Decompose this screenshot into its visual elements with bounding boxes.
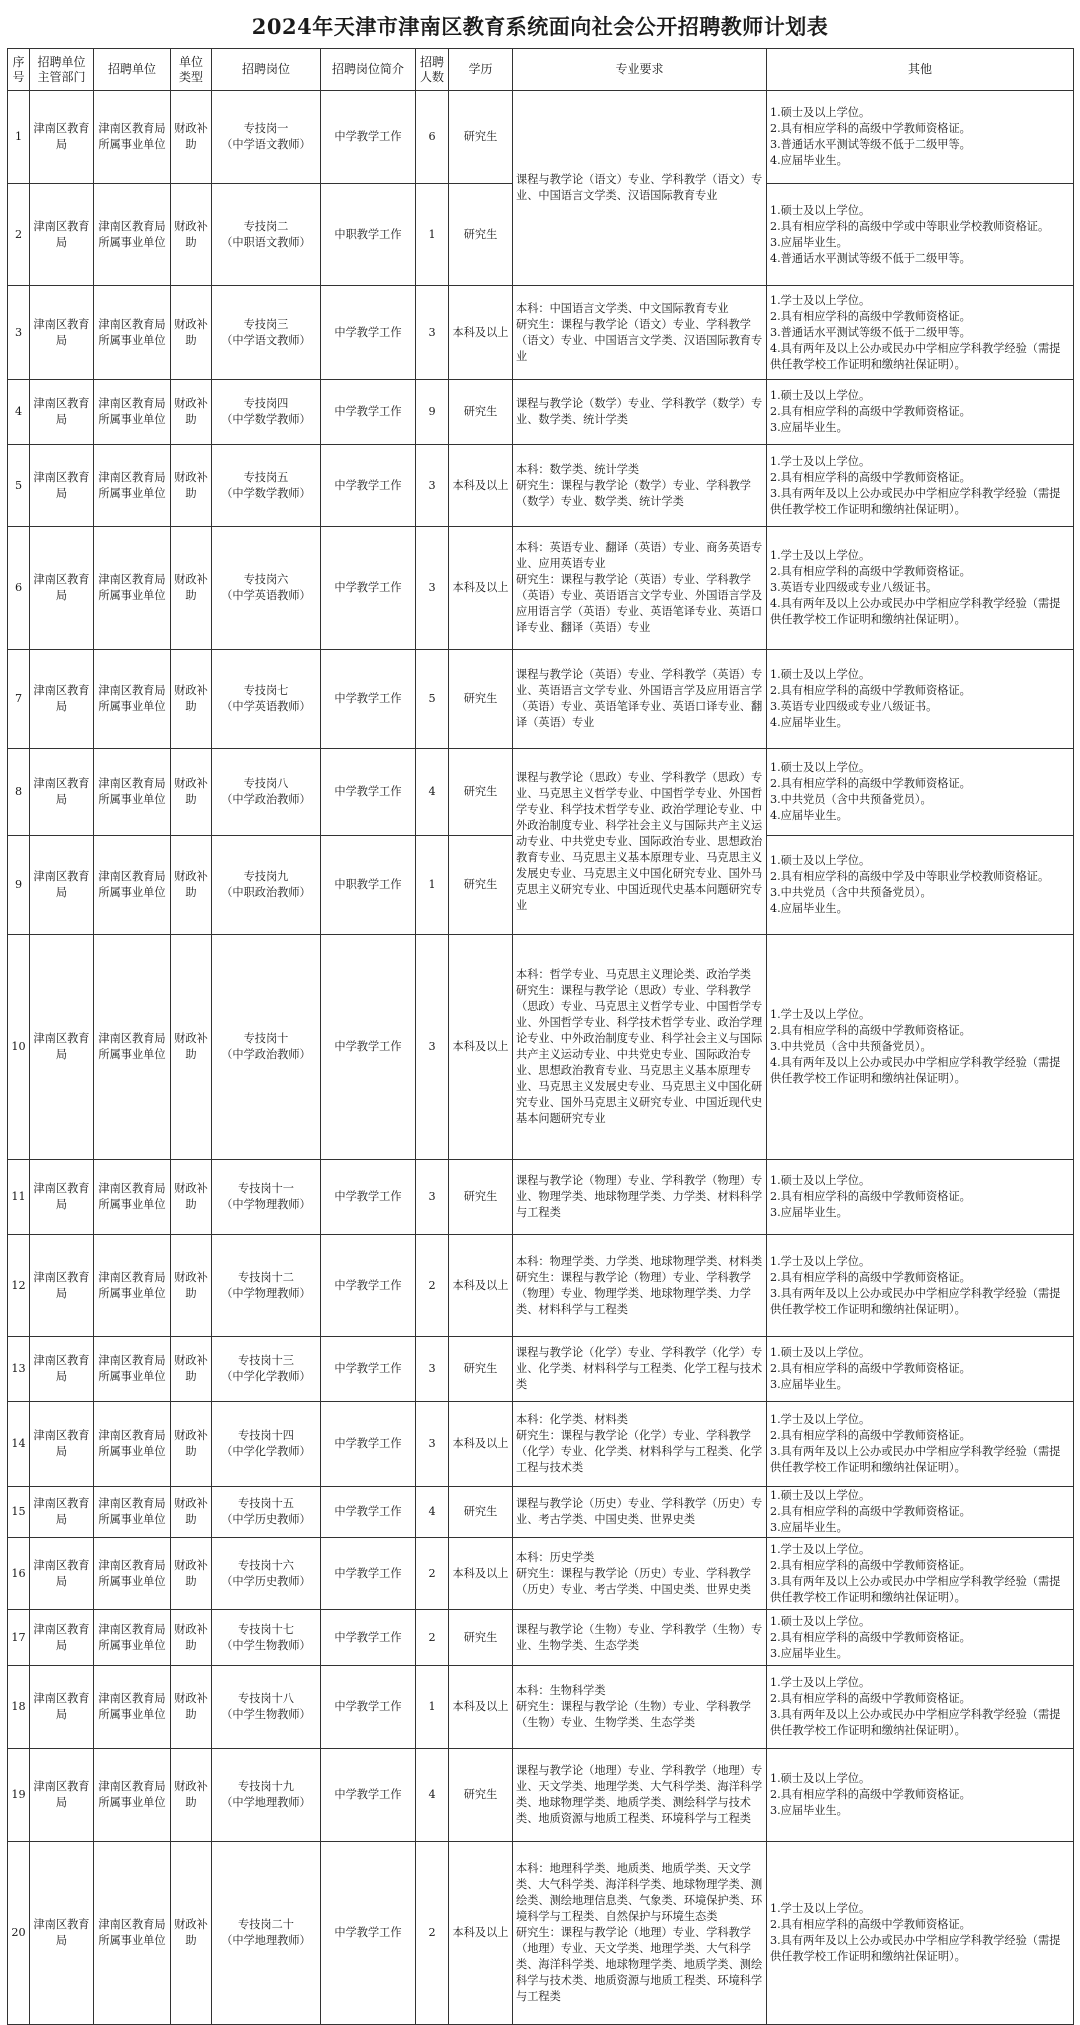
cell-no: 8 xyxy=(8,749,30,836)
cell-type: 财政补助 xyxy=(171,935,212,1160)
table-row xyxy=(8,1666,1074,1749)
cell-intro: 中学教学工作 xyxy=(321,380,416,445)
cell-edu: 本科及以上 xyxy=(449,1402,513,1487)
table-row xyxy=(8,650,1074,749)
cell-edu: 本科及以上 xyxy=(449,445,513,527)
cell-intro: 中学教学工作 xyxy=(321,1235,416,1337)
cell-req: 课程与教学论（思政）专业、学科教学（思政）专业、马克思主义哲学专业、中国哲学专业、外国哲学专业、科学技术哲学专业、政治学理论专业、中外政治制度专业、科学社会主义与国际共产主义运动专业、中共党史专业、国际政治专业、思想政治教育专业、马克思主义基本原理专业、马克思主义发展史专业、马克思主义中国化研究专业、国外马克思主义研究专业、中国近现代史基本问题研究专业 xyxy=(513,749,767,935)
cell-count: 3 xyxy=(416,527,449,650)
cell-no: 16 xyxy=(8,1538,30,1610)
cell-other: 1.学士及以上学位。 2.具有相应学科的高级中学教师资格证。 3.普通话水平测试等级不低于二级甲等。 4.具有两年及以上公办或民办中学相应学科教学经验（需提供任教学校工作证明和缴纳社保证明）。 xyxy=(767,286,1074,380)
cell-edu: 本科及以上 xyxy=(449,527,513,650)
cell-edu: 研究生 xyxy=(449,749,513,836)
cell-edu: 本科及以上 xyxy=(449,1538,513,1610)
cell-unit: 津南区教育局所属事业单位 xyxy=(94,650,171,749)
cell-dept: 津南区教育局 xyxy=(30,1842,94,2025)
cell-intro: 中学教学工作 xyxy=(321,1402,416,1487)
cell-no: 15 xyxy=(8,1487,30,1538)
cell-edu: 研究生 xyxy=(449,1160,513,1235)
cell-req: 本科：地理科学类、地质类、地质学类、天文学类、大气科学类、海洋科学类、地球物理学类、测绘类、测绘地理信息类、气象类、环境保护类、环境科学与工程类、自然保护与环境生态类 研究生：课程与教学论（地理）专业、学科教学（地理）专业、天文学类、地理学类、大气科学类、海洋科学类、地球物理学类、地质学类、测绘科学与技术类、地质资源与地质工程类、环境科学与工程类 xyxy=(513,1842,767,2025)
cell-req: 课程与教学论（地理）专业、学科教学（地理）专业、天文学类、地理学类、大气科学类、海洋科学类、地球物理学类、地质学类、测绘科学与技术类、地质资源与地质工程类、环境科学与工程类 xyxy=(513,1749,767,1842)
cell-other: 1.学士及以上学位。 2.具有相应学科的高级中学教师资格证。 3.具有两年及以上公办或民办中学相应学科教学经验（需提供任教学校工作证明和缴纳社保证明）。 xyxy=(767,1666,1074,1749)
cell-type: 财政补助 xyxy=(171,1842,212,2025)
cell-post: 专技岗六 （中学英语教师） xyxy=(212,527,321,650)
cell-no: 10 xyxy=(8,935,30,1160)
cell-req: 本科：英语专业、翻译（英语）专业、商务英语专业、应用英语专业 研究生：课程与教学论（英语）专业、学科教学（英语）专业、英语语言文学专业、外国语言学及应用语言学（英语）专业、英语笔译专业、英语口译专业、翻译（英语）专业 xyxy=(513,527,767,650)
header-other: 其他 xyxy=(767,49,1074,91)
cell-type: 财政补助 xyxy=(171,1235,212,1337)
cell-count: 2 xyxy=(416,1235,449,1337)
cell-dept: 津南区教育局 xyxy=(30,286,94,380)
cell-intro: 中学教学工作 xyxy=(321,1749,416,1842)
table-row xyxy=(8,1749,1074,1842)
cell-post: 专技岗十九 （中学地理教师） xyxy=(212,1749,321,1842)
cell-req: 本科：中国语言文学类、中文国际教育专业 研究生：课程与教学论（语文）专业、学科教学（语文）专业、中国语言文学类、汉语国际教育专业 xyxy=(513,286,767,380)
cell-count: 6 xyxy=(416,91,449,184)
cell-count: 9 xyxy=(416,380,449,445)
cell-other: 1.硕士及以上学位。 2.具有相应学科的高级中学教师资格证。 3.应届毕业生。 xyxy=(767,380,1074,445)
cell-req: 本科：生物科学类 研究生：课程与教学论（生物）专业、学科教学（生物）专业、生物学类、生态学类 xyxy=(513,1666,767,1749)
table-row xyxy=(8,380,1074,445)
cell-edu: 本科及以上 xyxy=(449,1666,513,1749)
cell-other: 1.硕士及以上学位。 2.具有相应学科的高级中学及中等职业学校教师资格证。 3.中共党员（含中共预备党员）。 4.应届毕业生。 xyxy=(767,836,1074,935)
cell-post: 专技岗二十 （中学地理教师） xyxy=(212,1842,321,2025)
cell-type: 财政补助 xyxy=(171,1666,212,1749)
cell-post: 专技岗十 （中学政治教师） xyxy=(212,935,321,1160)
cell-post: 专技岗四 （中学数学教师） xyxy=(212,380,321,445)
cell-other: 1.学士及以上学位。 2.具有相应学科的高级中学教师资格证。 3.具有两年及以上公办或民办中学相应学科教学经验（需提供任教学校工作证明和缴纳社保证明）。 xyxy=(767,1538,1074,1610)
cell-dept: 津南区教育局 xyxy=(30,1337,94,1402)
cell-unit: 津南区教育局所属事业单位 xyxy=(94,380,171,445)
cell-req: 本科：物理学类、力学类、地球物理学类、材料类 研究生：课程与教学论（物理）专业、学科教学（物理）专业、物理学类、地球物理学类、力学类、材料科学与工程类 xyxy=(513,1235,767,1337)
cell-no: 7 xyxy=(8,650,30,749)
cell-count: 3 xyxy=(416,445,449,527)
cell-unit: 津南区教育局所属事业单位 xyxy=(94,1842,171,2025)
cell-req: 课程与教学论（语文）专业、学科教学（语文）专业、中国语言文学类、汉语国际教育专业 xyxy=(513,91,767,286)
cell-type: 财政补助 xyxy=(171,836,212,935)
cell-other: 1.学士及以上学位。 2.具有相应学科的高级中学教师资格证。 3.具有两年及以上公办或民办中学相应学科教学经验（需提供任教学校工作证明和缴纳社保证明）。 xyxy=(767,445,1074,527)
cell-other: 1.学士及以上学位。 2.具有相应学科的高级中学教师资格证。 3.具有两年及以上公办或民办中学相应学科教学经验（需提供任教学校工作证明和缴纳社保证明）。 xyxy=(767,1235,1074,1337)
table-row xyxy=(8,527,1074,650)
cell-req: 本科：数学类、统计学类 研究生：课程与教学论（数学）专业、学科教学（数学）专业、数学类、统计学类 xyxy=(513,445,767,527)
cell-post: 专技岗三 （中学语文教师） xyxy=(212,286,321,380)
cell-count: 1 xyxy=(416,184,449,286)
table-row xyxy=(8,91,1074,184)
header-no: 序号 xyxy=(8,49,30,91)
cell-edu: 研究生 xyxy=(449,1610,513,1666)
cell-no: 12 xyxy=(8,1235,30,1337)
cell-intro: 中学教学工作 xyxy=(321,527,416,650)
cell-type: 财政补助 xyxy=(171,445,212,527)
cell-req: 本科：历史学类 研究生：课程与教学论（历史）专业、学科教学（历史）专业、考古学类、中国史类、世界史类 xyxy=(513,1538,767,1610)
cell-edu: 本科及以上 xyxy=(449,1842,513,2025)
cell-other: 1.学士及以上学位。 2.具有相应学科的高级中学教师资格证。 3.英语专业四级或专业八级证书。 4.具有两年及以上公办或民办中学相应学科教学经验（需提供任教学校工作证明和缴纳社保证明）。 xyxy=(767,527,1074,650)
cell-req: 本科：化学类、材料类 研究生：课程与教学论（化学）专业、学科教学（化学）专业、化学类、材料科学与工程类、化学工程与技术类 xyxy=(513,1402,767,1487)
cell-other: 1.硕士及以上学位。 2.具有相应学科的高级中学教师资格证。 3.应届毕业生。 xyxy=(767,1749,1074,1842)
cell-other: 1.学士及以上学位。 2.具有相应学科的高级中学教师资格证。 3.具有两年及以上公办或民办中学相应学科教学经验（需提供任教学校工作证明和缴纳社保证明）。 xyxy=(767,1842,1074,2025)
cell-no: 5 xyxy=(8,445,30,527)
cell-no: 13 xyxy=(8,1337,30,1402)
cell-no: 14 xyxy=(8,1402,30,1487)
cell-count: 3 xyxy=(416,1402,449,1487)
cell-no: 11 xyxy=(8,1160,30,1235)
cell-post: 专技岗十一 （中学物理教师） xyxy=(212,1160,321,1235)
cell-edu: 本科及以上 xyxy=(449,1235,513,1337)
cell-no: 3 xyxy=(8,286,30,380)
cell-edu: 研究生 xyxy=(449,91,513,184)
cell-unit: 津南区教育局所属事业单位 xyxy=(94,527,171,650)
cell-count: 1 xyxy=(416,1666,449,1749)
cell-intro: 中学教学工作 xyxy=(321,1538,416,1610)
cell-req: 课程与教学论（物理）专业、学科教学（物理）专业、物理学类、地球物理学类、力学类、材料科学与工程类 xyxy=(513,1160,767,1235)
cell-no: 1 xyxy=(8,91,30,184)
cell-req: 课程与教学论（化学）专业、学科教学（化学）专业、化学类、材料科学与工程类、化学工程与技术类 xyxy=(513,1337,767,1402)
cell-count: 3 xyxy=(416,286,449,380)
table-header-row xyxy=(8,49,1074,91)
cell-intro: 中职教学工作 xyxy=(321,184,416,286)
cell-edu: 本科及以上 xyxy=(449,286,513,380)
cell-dept: 津南区教育局 xyxy=(30,650,94,749)
cell-type: 财政补助 xyxy=(171,380,212,445)
cell-intro: 中学教学工作 xyxy=(321,1337,416,1402)
cell-req: 课程与教学论（历史）专业、学科教学（历史）专业、考古学类、中国史类、世界史类 xyxy=(513,1487,767,1538)
cell-no: 19 xyxy=(8,1749,30,1842)
cell-post: 专技岗十二 （中学物理教师） xyxy=(212,1235,321,1337)
cell-post: 专技岗一 （中学语文教师） xyxy=(212,91,321,184)
cell-type: 财政补助 xyxy=(171,1402,212,1487)
cell-edu: 研究生 xyxy=(449,380,513,445)
cell-dept: 津南区教育局 xyxy=(30,184,94,286)
cell-dept: 津南区教育局 xyxy=(30,836,94,935)
cell-count: 4 xyxy=(416,1487,449,1538)
cell-no: 20 xyxy=(8,1842,30,2025)
cell-dept: 津南区教育局 xyxy=(30,1749,94,1842)
cell-other: 1.硕士及以上学位。 2.具有相应学科的高级中学教师资格证。 3.应届毕业生。 xyxy=(767,1160,1074,1235)
cell-type: 财政补助 xyxy=(171,184,212,286)
cell-edu: 研究生 xyxy=(449,836,513,935)
cell-intro: 中学教学工作 xyxy=(321,1487,416,1538)
cell-post: 专技岗十八 （中学生物教师） xyxy=(212,1666,321,1749)
cell-dept: 津南区教育局 xyxy=(30,91,94,184)
cell-dept: 津南区教育局 xyxy=(30,445,94,527)
cell-count: 1 xyxy=(416,836,449,935)
table-row xyxy=(8,1842,1074,2025)
cell-intro: 中学教学工作 xyxy=(321,650,416,749)
cell-count: 3 xyxy=(416,1337,449,1402)
header-count: 招聘人数 xyxy=(416,49,449,91)
cell-intro: 中学教学工作 xyxy=(321,1610,416,1666)
cell-type: 财政补助 xyxy=(171,286,212,380)
cell-dept: 津南区教育局 xyxy=(30,1487,94,1538)
cell-unit: 津南区教育局所属事业单位 xyxy=(94,1666,171,1749)
table-row xyxy=(8,1610,1074,1666)
cell-unit: 津南区教育局所属事业单位 xyxy=(94,445,171,527)
cell-other: 1.硕士及以上学位。 2.具有相应学科的高级中学教师资格证。 3.普通话水平测试等级不低于二级甲等。 4.应届毕业生。 xyxy=(767,91,1074,184)
cell-other: 1.硕士及以上学位。 2.具有相应学科的高级中学或中等职业学校教师资格证。 3.应届毕业生。 4.普通话水平测试等级不低于二级甲等。 xyxy=(767,184,1074,286)
header-edu: 学历 xyxy=(449,49,513,91)
table-row xyxy=(8,1538,1074,1610)
cell-type: 财政补助 xyxy=(171,91,212,184)
header-unit: 招聘单位 xyxy=(94,49,171,91)
cell-req: 课程与教学论（英语）专业、学科教学（英语）专业、英语语言文学专业、外国语言学及应用语言学（英语）专业、英语笔译专业、英语口译专业、翻译（英语）专业 xyxy=(513,650,767,749)
page-title: 2024年天津市津南区教育系统面向社会公开招聘教师计划表 xyxy=(251,14,829,39)
cell-type: 财政补助 xyxy=(171,1538,212,1610)
cell-other: 1.硕士及以上学位。 2.具有相应学科的高级中学教师资格证。 3.应届毕业生。 xyxy=(767,1487,1074,1538)
cell-other: 1.硕士及以上学位。 2.具有相应学科的高级中学教师资格证。 3.中共党员（含中共预备党员）。 4.应届毕业生。 xyxy=(767,749,1074,836)
cell-edu: 研究生 xyxy=(449,1487,513,1538)
recruitment-plan-table xyxy=(7,48,1074,2025)
cell-unit: 津南区教育局所属事业单位 xyxy=(94,1337,171,1402)
cell-other: 1.硕士及以上学位。 2.具有相应学科的高级中学教师资格证。 3.应届毕业生。 xyxy=(767,1337,1074,1402)
cell-type: 财政补助 xyxy=(171,650,212,749)
cell-post: 专技岗九 （中职政治教师） xyxy=(212,836,321,935)
cell-no: 2 xyxy=(8,184,30,286)
cell-intro: 中学教学工作 xyxy=(321,1666,416,1749)
cell-dept: 津南区教育局 xyxy=(30,1160,94,1235)
cell-dept: 津南区教育局 xyxy=(30,749,94,836)
cell-other: 1.学士及以上学位。 2.具有相应学科的高级中学教师资格证。 3.具有两年及以上公办或民办中学相应学科教学经验（需提供任教学校工作证明和缴纳社保证明）。 xyxy=(767,1402,1074,1487)
cell-post: 专技岗十三 （中学化学教师） xyxy=(212,1337,321,1402)
cell-dept: 津南区教育局 xyxy=(30,935,94,1160)
cell-post: 专技岗二 （中职语文教师） xyxy=(212,184,321,286)
cell-type: 财政补助 xyxy=(171,1749,212,1842)
table-row xyxy=(8,1235,1074,1337)
header-post: 招聘岗位 xyxy=(212,49,321,91)
cell-type: 财政补助 xyxy=(171,1487,212,1538)
cell-edu: 研究生 xyxy=(449,1337,513,1402)
cell-unit: 津南区教育局所属事业单位 xyxy=(94,836,171,935)
cell-post: 专技岗十五 （中学历史教师） xyxy=(212,1487,321,1538)
cell-unit: 津南区教育局所属事业单位 xyxy=(94,1487,171,1538)
cell-intro: 中职教学工作 xyxy=(321,836,416,935)
cell-unit: 津南区教育局所属事业单位 xyxy=(94,1160,171,1235)
cell-edu: 本科及以上 xyxy=(449,935,513,1160)
cell-intro: 中学教学工作 xyxy=(321,749,416,836)
table-row xyxy=(8,1487,1074,1538)
header-dept: 招聘单位主管部门 xyxy=(30,49,94,91)
cell-intro: 中学教学工作 xyxy=(321,935,416,1160)
cell-count: 4 xyxy=(416,1749,449,1842)
cell-unit: 津南区教育局所属事业单位 xyxy=(94,91,171,184)
table-row xyxy=(8,1402,1074,1487)
cell-unit: 津南区教育局所属事业单位 xyxy=(94,935,171,1160)
cell-intro: 中学教学工作 xyxy=(321,1842,416,2025)
cell-post: 专技岗七 （中学英语教师） xyxy=(212,650,321,749)
cell-post: 专技岗八 （中学政治教师） xyxy=(212,749,321,836)
cell-intro: 中学教学工作 xyxy=(321,286,416,380)
cell-edu: 研究生 xyxy=(449,650,513,749)
cell-post: 专技岗五 （中学数学教师） xyxy=(212,445,321,527)
cell-no: 17 xyxy=(8,1610,30,1666)
cell-post: 专技岗十七 （中学生物教师） xyxy=(212,1610,321,1666)
cell-no: 4 xyxy=(8,380,30,445)
table-row xyxy=(8,1337,1074,1402)
cell-req: 课程与教学论（数学）专业、学科教学（数学）专业、数学类、统计学类 xyxy=(513,380,767,445)
cell-dept: 津南区教育局 xyxy=(30,1666,94,1749)
cell-unit: 津南区教育局所属事业单位 xyxy=(94,286,171,380)
cell-unit: 津南区教育局所属事业单位 xyxy=(94,1402,171,1487)
cell-dept: 津南区教育局 xyxy=(30,1235,94,1337)
cell-edu: 研究生 xyxy=(449,1749,513,1842)
cell-dept: 津南区教育局 xyxy=(30,1610,94,1666)
cell-count: 3 xyxy=(416,1160,449,1235)
cell-no: 6 xyxy=(8,527,30,650)
header-intro: 招聘岗位简介 xyxy=(321,49,416,91)
cell-count: 2 xyxy=(416,1538,449,1610)
table-row xyxy=(8,749,1074,836)
table-row xyxy=(8,1160,1074,1235)
cell-unit: 津南区教育局所属事业单位 xyxy=(94,749,171,836)
cell-other: 1.硕士及以上学位。 2.具有相应学科的高级中学教师资格证。 3.应届毕业生。 xyxy=(767,1610,1074,1666)
table-row xyxy=(8,286,1074,380)
cell-no: 18 xyxy=(8,1666,30,1749)
cell-dept: 津南区教育局 xyxy=(30,1402,94,1487)
cell-unit: 津南区教育局所属事业单位 xyxy=(94,184,171,286)
table-row xyxy=(8,445,1074,527)
cell-dept: 津南区教育局 xyxy=(30,527,94,650)
cell-unit: 津南区教育局所属事业单位 xyxy=(94,1610,171,1666)
cell-type: 财政补助 xyxy=(171,1160,212,1235)
cell-intro: 中学教学工作 xyxy=(321,1160,416,1235)
cell-intro: 中学教学工作 xyxy=(321,445,416,527)
cell-type: 财政补助 xyxy=(171,749,212,836)
cell-intro: 中学教学工作 xyxy=(321,91,416,184)
cell-count: 4 xyxy=(416,749,449,836)
cell-other: 1.学士及以上学位。 2.具有相应学科的高级中学教师资格证。 3.中共党员（含中共预备党员）。 4.具有两年及以上公办或民办中学相应学科教学经验（需提供任教学校工作证明和缴纳社保证明）。 xyxy=(767,935,1074,1160)
cell-count: 3 xyxy=(416,935,449,1160)
cell-other: 1.硕士及以上学位。 2.具有相应学科的高级中学教师资格证。 3.英语专业四级或专业八级证书。 4.应届毕业生。 xyxy=(767,650,1074,749)
cell-type: 财政补助 xyxy=(171,527,212,650)
cell-unit: 津南区教育局所属事业单位 xyxy=(94,1538,171,1610)
cell-req: 本科：哲学专业、马克思主义理论类、政治学类 研究生：课程与教学论（思政）专业、学科教学（思政）专业、马克思主义哲学专业、中国哲学专业、外国哲学专业、科学技术哲学专业、政治学理论专业、中外政治制度专业、科学社会主义与国际共产主义运动专业、中共党史专业、国际政治专业、思想政治教育专业、马克思主义基本原理专业、马克思主义发展史专业、马克思主义中国化研究专业、国外马克思主义研究专业、中国近现代史基本问题研究专业 xyxy=(513,935,767,1160)
cell-edu: 研究生 xyxy=(449,184,513,286)
header-type: 单位类型 xyxy=(171,49,212,91)
cell-count: 2 xyxy=(416,1610,449,1666)
cell-count: 5 xyxy=(416,650,449,749)
cell-dept: 津南区教育局 xyxy=(30,380,94,445)
cell-type: 财政补助 xyxy=(171,1610,212,1666)
cell-dept: 津南区教育局 xyxy=(30,1538,94,1610)
cell-unit: 津南区教育局所属事业单位 xyxy=(94,1235,171,1337)
cell-unit: 津南区教育局所属事业单位 xyxy=(94,1749,171,1842)
cell-post: 专技岗十六 （中学历史教师） xyxy=(212,1538,321,1610)
table-row xyxy=(8,935,1074,1160)
header-req: 专业要求 xyxy=(513,49,767,91)
cell-type: 财政补助 xyxy=(171,1337,212,1402)
cell-post: 专技岗十四 （中学化学教师） xyxy=(212,1402,321,1487)
cell-count: 2 xyxy=(416,1842,449,2025)
cell-no: 9 xyxy=(8,836,30,935)
cell-req: 课程与教学论（生物）专业、学科教学（生物）专业、生物学类、生态学类 xyxy=(513,1610,767,1666)
